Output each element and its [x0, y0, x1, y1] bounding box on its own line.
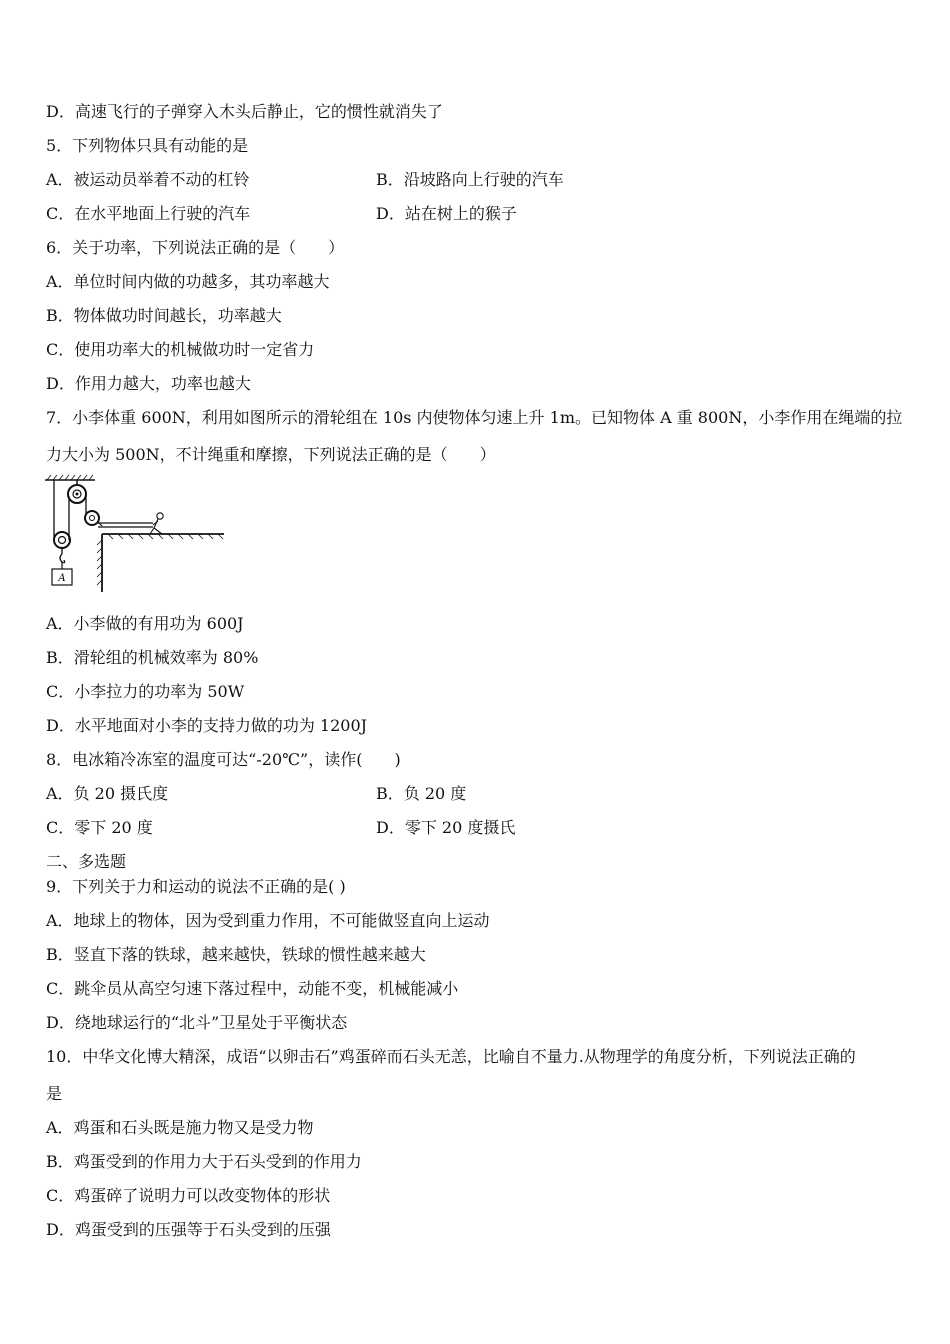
q7-option-c: C．小李拉力的功率为 50W — [46, 682, 245, 701]
q10-option-b: B．鸡蛋受到的作用力大于石头受到的作用力 — [46, 1152, 362, 1171]
q9-option-d: D．绕地球运行的“北斗”卫星处于平衡状态 — [46, 1013, 348, 1032]
q5-stem: 5．下列物体只具有动能的是 — [46, 136, 249, 155]
q10-stem-line2: 是 — [46, 1084, 63, 1103]
q10-option-a: A．鸡蛋和石头既是施力物又是受力物 — [46, 1118, 314, 1137]
q7-stem-line2: 力大小为 500N，不计绳重和摩擦，下列说法正确的是（ ） — [46, 445, 496, 464]
q8-stem: 8．电冰箱冷冻室的温度可达“-20℃”，读作( ) — [46, 750, 401, 769]
q8-option-d: D．零下 20 度摄氏 — [376, 818, 516, 837]
q5-option-b: B．沿坡路向上行驶的汽车 — [376, 170, 564, 189]
q5-option-a: A．被运动员举着不动的杠铃 — [46, 170, 250, 189]
q7-option-a: A．小李做的有用功为 600J — [46, 614, 244, 633]
q9-option-a: A．地球上的物体，因为受到重力作用，不可能做竖直向上运动 — [46, 911, 490, 930]
hook — [60, 554, 65, 563]
q5-option-c: C．在水平地面上行驶的汽车 — [46, 204, 251, 223]
q10-stem-line1: 10．中华文化博大精深，成语“以卵击石”鸡蛋碎而石头无恙，比喻自不量力.从物理学的角度分析，下列说法正确的 — [46, 1047, 856, 1066]
q6-option-b: B．物体做功时间越长，功率越大 — [46, 306, 282, 325]
q4-option-d: D．高速飞行的子弹穿入木头后静止，它的惯性就消失了 — [46, 102, 443, 121]
q10-option-c: C．鸡蛋碎了说明力可以改变物体的形状 — [46, 1186, 331, 1205]
q6-option-c: C．使用功率大的机械做功时一定省力 — [46, 340, 315, 359]
q8-option-c: C．零下 20 度 — [46, 818, 153, 837]
q7-option-d: D．水平地面对小李的支持力做的功为 1200J — [46, 716, 368, 735]
q7-stem-line1: 7．小李体重 600N，利用如图所示的滑轮组在 10s 内使物体匀速上升 1m。已知物体 A 重 800N，小李作用在绳端的拉 — [46, 408, 903, 427]
block-a-label: A — [58, 573, 66, 584]
edge-pulley — [85, 511, 99, 525]
q8-option-b: B．负 20 度 — [376, 784, 467, 803]
q9-option-b: B．竖直下落的铁球，越来越快，铁球的惯性越来越大 — [46, 945, 426, 964]
movable-pulley — [54, 532, 70, 548]
q6-option-d: D．作用力越大，功率也越大 — [46, 374, 251, 393]
section-heading-multiple-choice: 二、多选题 — [46, 852, 127, 871]
q9-option-c: C．跳伞员从高空匀速下落过程中，动能不变，机械能减小 — [46, 979, 459, 998]
q5-option-d: D．站在树上的猴子 — [376, 204, 517, 223]
q7-option-b: B．滑轮组的机械效率为 80% — [46, 648, 259, 667]
q8-option-a: A．负 20 摄氏度 — [46, 784, 169, 803]
q6-stem: 6．关于功率，下列说法正确的是（ ） — [46, 238, 345, 257]
q6-option-a: A．单位时间内做的功越多，其功率越大 — [46, 272, 330, 291]
q9-stem: 9．下列关于力和运动的说法不正确的是( ) — [46, 877, 346, 896]
pulley-system-figure — [40, 474, 230, 596]
q10-option-d: D．鸡蛋受到的压强等于石头受到的压强 — [46, 1220, 331, 1239]
